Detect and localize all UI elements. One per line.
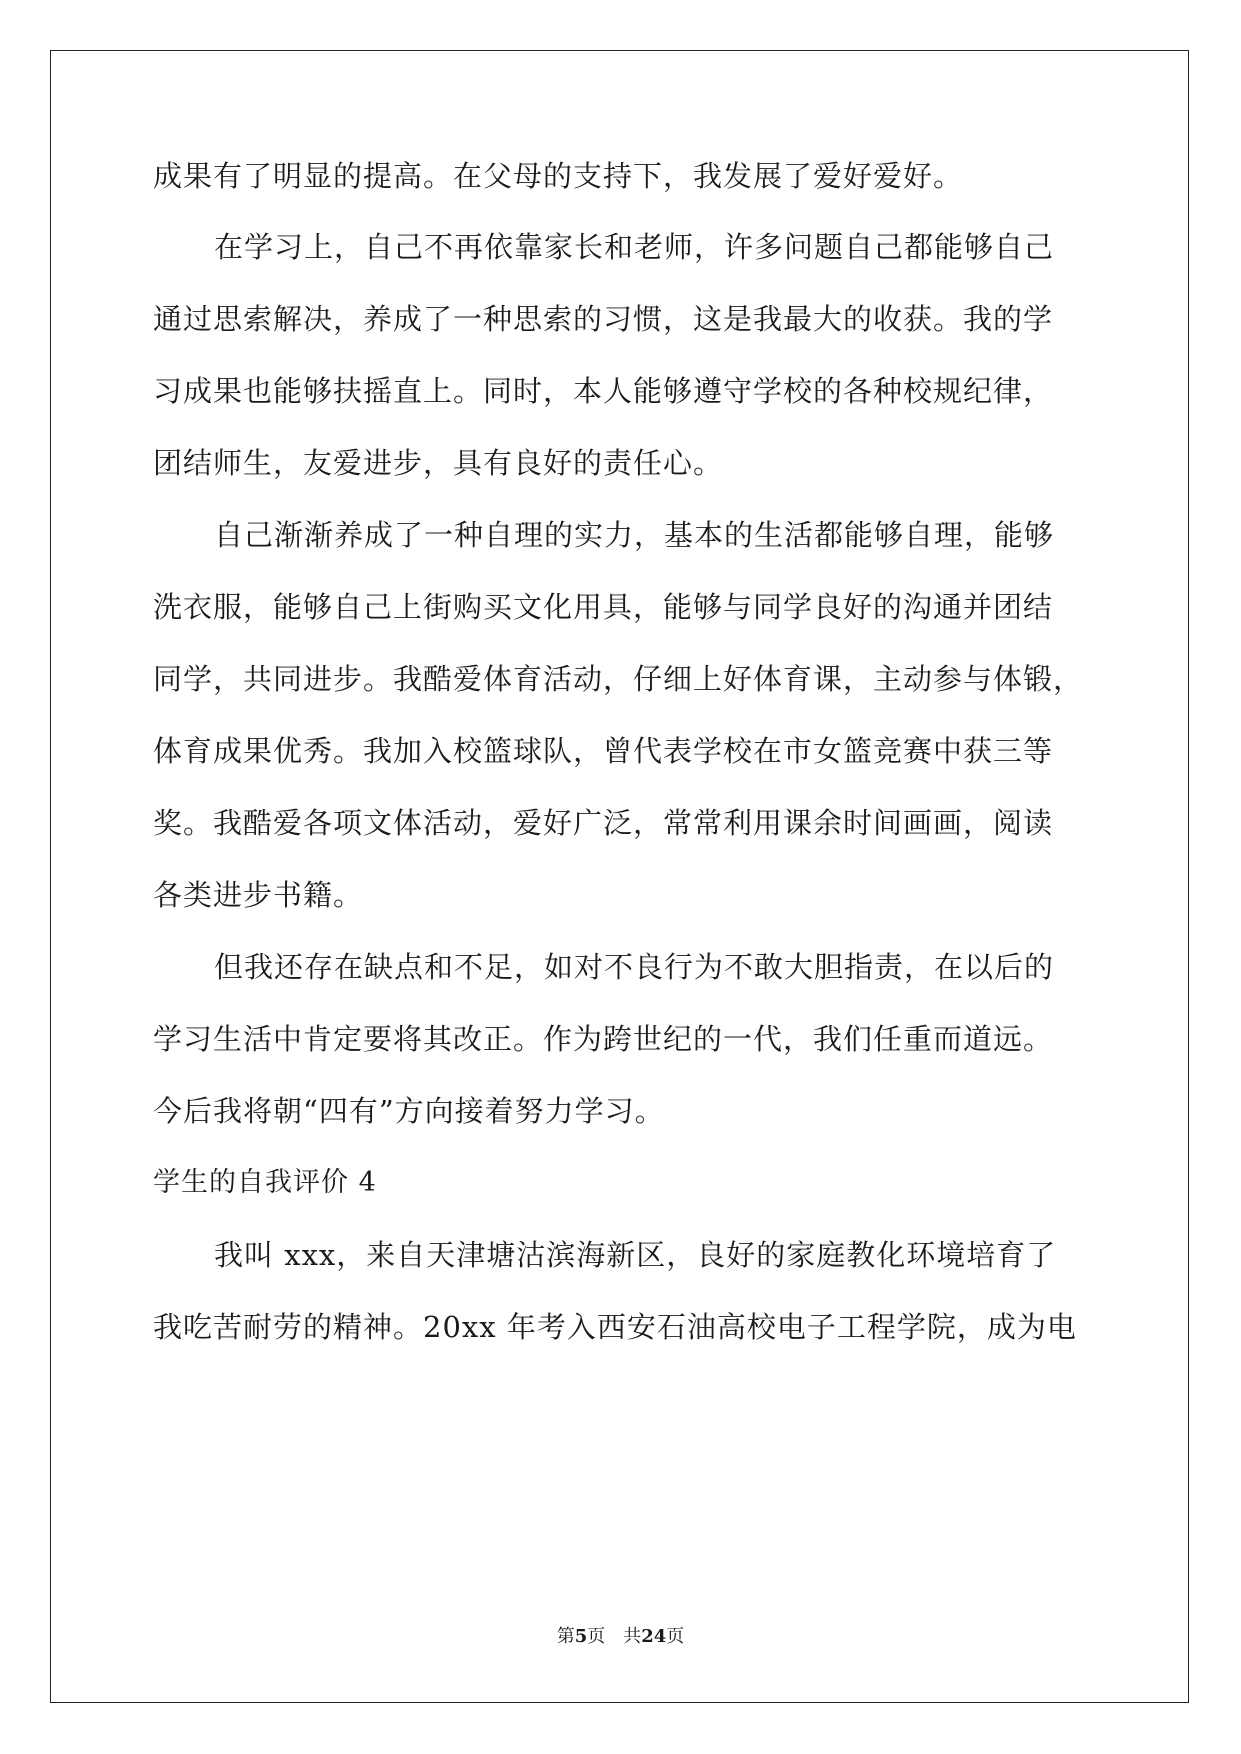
paragraph-line: 各类进步书籍。 — [153, 878, 364, 912]
paragraph-line: 通过思索解决，养成了一种思索的习惯，这是我最大的收获。我的学 — [153, 302, 1054, 336]
section-heading: 学生的自我评价 4 — [153, 1167, 377, 1198]
paragraph-line: 但我还存在缺点和不足，如对不良行为不敢大胆指责，在以后的 — [214, 950, 1055, 984]
paragraph-line: 成果有了明显的提高。在父母的支持下，我发展了爱好爱好。 — [153, 159, 964, 193]
paragraph-line: 同学，共同进步。我酷爱体育活动，仔细上好体育课，主动参与体锻， — [153, 662, 1084, 696]
paragraph-line: 习成果也能够扶摇直上。同时，本人能够遵守学校的各种校规纪律， — [153, 374, 1054, 408]
paragraph-line: 在学习上，自己不再依靠家长和老师，许多问题自己都能够自己 — [214, 230, 1055, 264]
footer-prefix: 第 — [556, 1626, 575, 1647]
footer-page-suffix: 页 — [587, 1626, 606, 1647]
paragraph-line: 团结师生，友爱进步，具有良好的责任心。 — [153, 446, 724, 480]
footer-total-prefix: 共 — [623, 1626, 642, 1647]
paragraph-line: 奖。我酷爱各项文体活动，爱好广泛，常常利用课余时间画画，阅读 — [153, 806, 1054, 840]
paragraph-line: 自己渐渐养成了一种自理的实力，基本的生活都能够自理，能够 — [214, 518, 1055, 552]
paragraph-line: 洗衣服，能够自己上街购买文化用具，能够与同学良好的沟通并团结 — [153, 590, 1054, 624]
current-page-number: 5 — [574, 1626, 588, 1647]
paragraph-line: 学习生活中肯定要将其改正。作为跨世纪的一代，我们任重而道远。 — [153, 1022, 1054, 1056]
paragraph-line: 体育成果优秀。我加入校篮球队，曾代表学校在市女篮竞赛中获三等 — [153, 734, 1054, 768]
paragraph-line: 我吃苦耐劳的精神。20xx 年考入西安石油高校电子工程学院，成为电 — [153, 1310, 1077, 1344]
paragraph-line: 今后我将朝“四有”方向接着努力学习。 — [153, 1094, 665, 1128]
page-footer — [0, 1626, 1241, 1648]
paragraph-line: 我叫 xxx，来自天津塘沽滨海新区，良好的家庭教化环境培育了 — [214, 1238, 1057, 1272]
footer-total-suffix: 页 — [666, 1626, 685, 1647]
total-pages-number: 24 — [641, 1626, 667, 1647]
